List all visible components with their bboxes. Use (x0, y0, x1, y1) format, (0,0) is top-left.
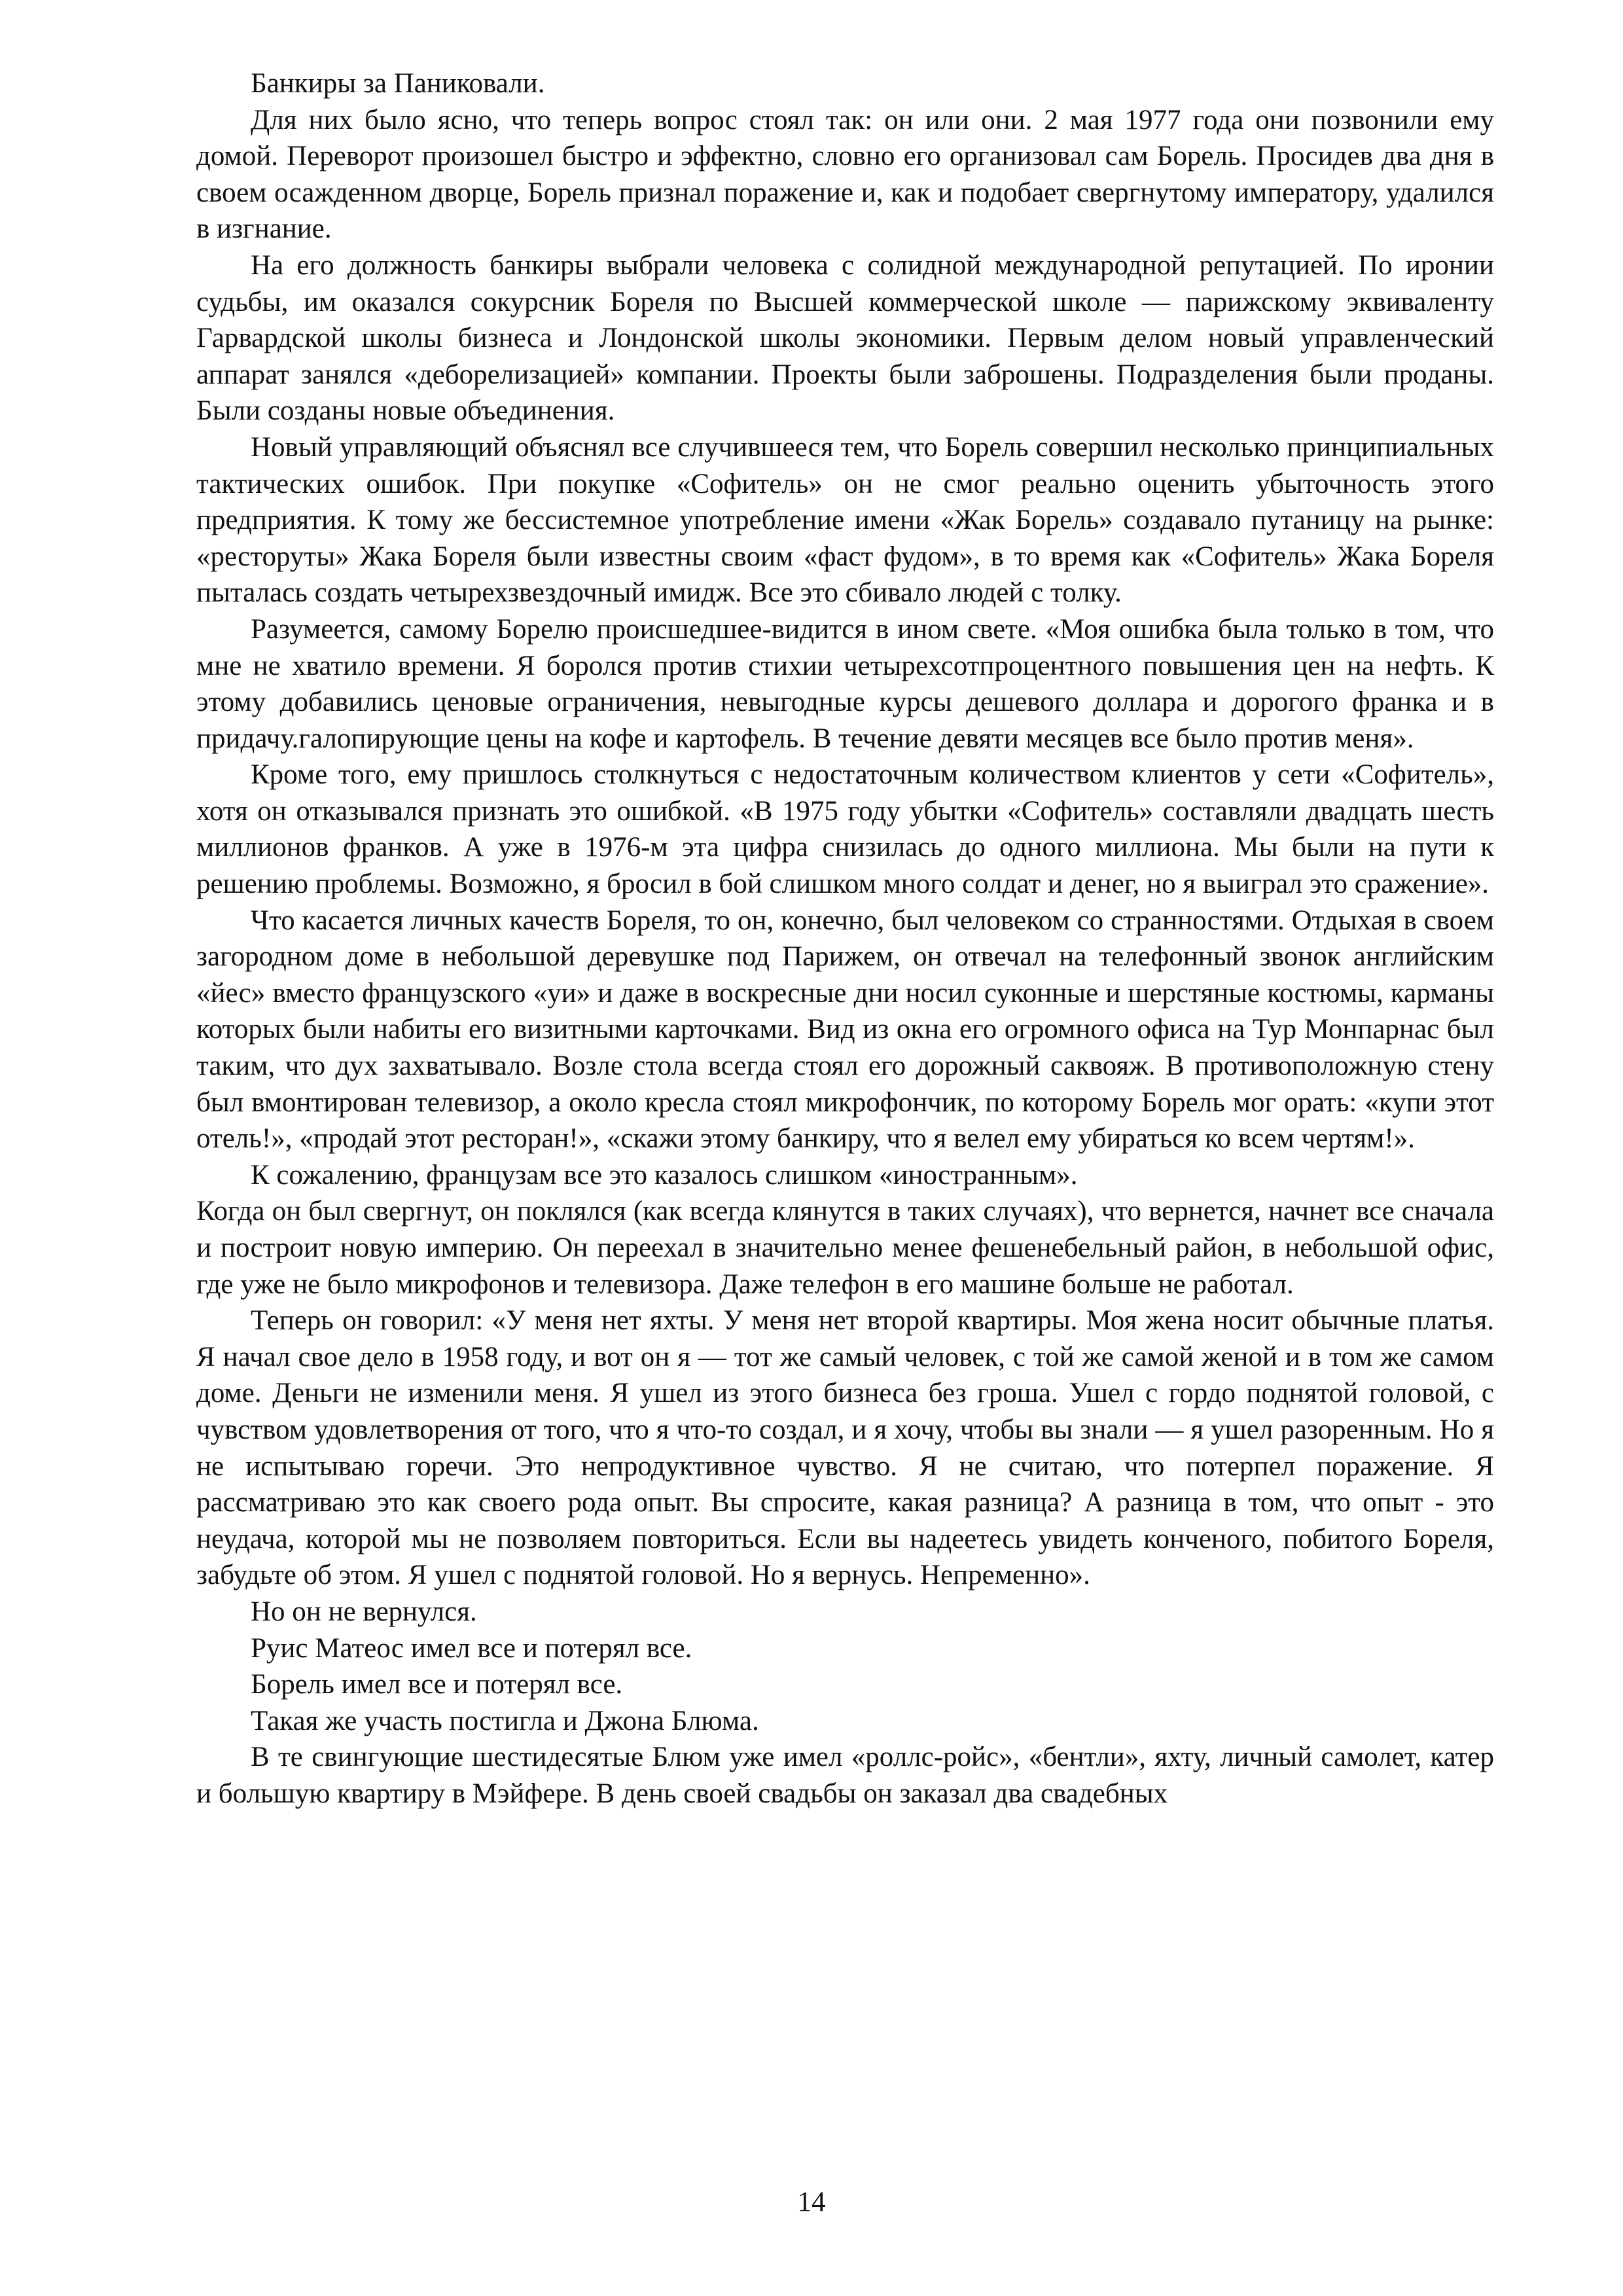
document-page (196, 65, 1494, 1812)
paragraph-13: Борель имел все и потерял все. (251, 1669, 623, 1700)
paragraph-15: В те свингующие шестидесятые Блюм уже имел «роллс-ройс», «бентли», яхту, личный самолет, катер и большую квартиру в Мэйфере. В день своей свадьбы он заказал два свадебных (196, 1742, 1494, 1809)
paragraph-7: Что касается личных качеств Бореля, то он, конечно, был человеком со странностями. Отдыхая в своем загородном доме в небольшой деревушке под Парижем, он отвечал на телефонный звонок английским «йес» вместо французского «уи» и даже в воскресные дни носил суконные и шерстяные костюмы, карманы которых были набиты его визитными карточками. Вид из окна его огромного офиса на Тур Монпарнас был таким, что дух захватывало. Возле стола всегда стоял его дорожный саквояж. В противоположную стену был вмонтирован телевизор, а около кресла стоял микрофончик, по которому Борель мог орать: «купи этот отель!», «продай этот ресторан!», «скажи этому банкиру, что я велел ему убираться ко всем чертям!». (196, 905, 1494, 1155)
paragraph-6: Кроме того, ему пришлось столкнуться с недостаточным количеством клиентов у сети «Софитель», хотя он отказывался признать это ошибкой. «В 1975 году убытки «Софитель» составляли двадцать шесть миллионов франков. А уже в 1976-м эта цифра снизилась до одного миллиона. Мы были на пути к решению проблемы. Возможно, я бросил в бой слишком много солдат и денег, но я выиграл это сражение». (196, 759, 1494, 900)
paragraph-11: Но он не вернулся. (251, 1596, 477, 1627)
paragraph-3: На его должность банкиры выбрали человека с солидной международной репутацией. По иронии судьбы, им оказался сокурсник Бореля по Высшей коммерческой школе — парижскому эквиваленту Гарвардской школы бизнеса и Лондонской школы экономики. Первым делом новый управленческий аппарат занялся «деборелизацией» компании. Проекты были заброшены. Подразделения были проданы. Были созданы новые объединения. (196, 249, 1494, 427)
paragraph-10: Теперь он говорил: «У меня нет яхты. У меня нет второй квартиры. Моя жена носит обычные платья. Я начал свое дело в 1958 году, и вот он я — тот же самый человек, с той же самой женой и в том же самом доме. Деньги не изменили меня. Я ушел из этого бизнеса без гроша. Ушел с гордо поднятой головой, с чувством удовлетворения от того, что я что-то создал, и я хочу, чтобы вы знали — я ушел разоренным. Но я не испытываю горечи. Это непродуктивное чувство. Я не считаю, что потерпел поражение. Я рассматриваю это как своего рода опыт. Вы спросите, какая разница? А разница в том, что опыт - это неудача, которой мы не позволяем повториться. Если вы надеетесь увидеть конченого, побитого Бореля, забудьте об этом. Я ушел с поднятой головой. Но я вернусь. Непременно». (196, 1305, 1494, 1591)
paragraph-14: Такая же участь постигла и Джона Блюма. (251, 1705, 759, 1736)
page-number: 14 (797, 2187, 826, 2217)
paragraph-9: Когда он был свергнут, он поклялся (как всегда клянутся в таких случаях), что вернется, начнет все сначала и построит новую империю. Он переехал в значительно менее фешенебельный район, в небольшой офис, где уже не было микрофонов и телевизора. Даже телефон в его машине больше не работал. (196, 1196, 1494, 1300)
paragraph-8: К сожалению, французам все это казалось слишком «иностранным». (251, 1159, 1078, 1191)
paragraph-4: Новый управляющий объяснял все случившееся тем, что Борель совершил несколько принципиальных тактических ошибок. При покупке «Софитель» он не смог реально оценить убыточность этого предприятия. К тому же бессистемное употребление имени «Жак Борель» создавало путаницу на рынке: «ресторуты» Жака Бореля были известны своим «фаст фудом», в то время как «Софитель» Жака Бореля пыталась создать четырехзвездочный имидж. Все это сбивало людей с толку. (196, 431, 1494, 609)
paragraph-12: Руис Матеос имел все и потерял все. (251, 1632, 692, 1664)
paragraph-2: Для них было ясно, что теперь вопрос стоял так: он или они. 2 мая 1977 года они позвонили ему домой. Переворот произошел быстро и эффектно, словно его организовал сам Борель. Просидев два дня в своем осажденном дворце, Борель признал поражение и, как и подобает свергнутому императору, удалился в изгнание. (196, 104, 1494, 245)
paragraph-5: Разумеется, самому Борелю происшедшее-видится в ином свете. «Моя ошибка была только в том, что мне не хватило времени. Я боролся против стихии четырехсотпроцентного повышения цен на нефть. К этому добавились ценовые ограничения, невыгодные курсы дешевого доллара и дорогого франка и в придачу.галопирующие цены на кофе и картофель. В течение девяти месяцев все было против меня». (196, 613, 1494, 754)
paragraph-1: Банкиры за Паниковали. (251, 68, 545, 99)
